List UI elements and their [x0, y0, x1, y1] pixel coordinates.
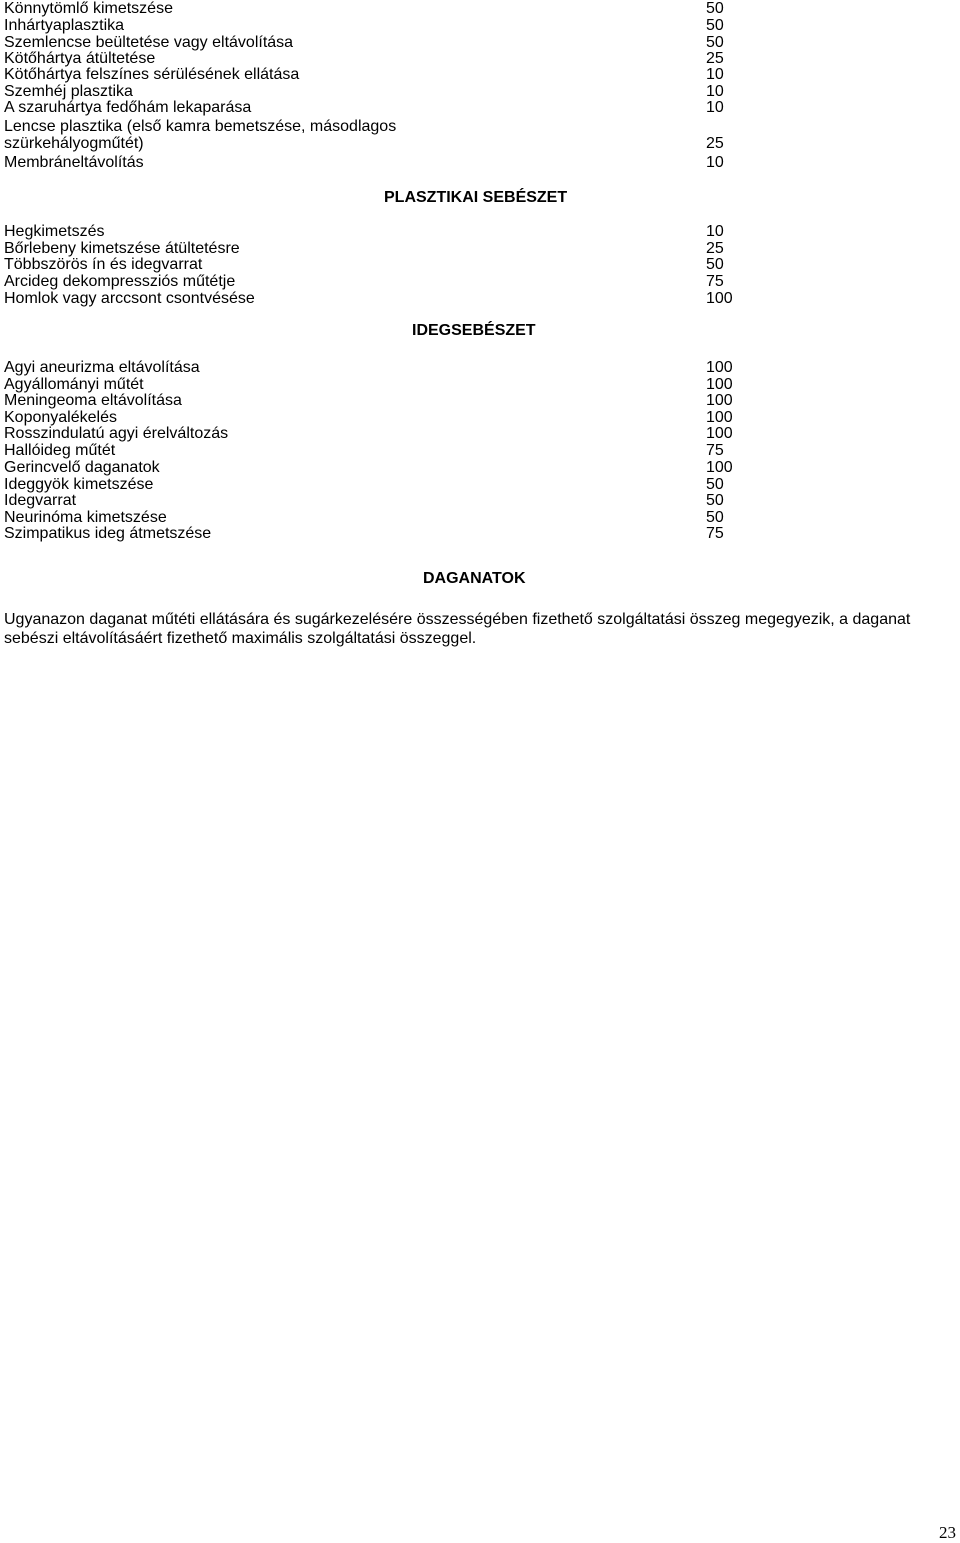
procedure-value: 25 [706, 50, 724, 67]
procedure-label: Homlok vagy arccsont csontvésése [4, 290, 255, 307]
list-item [4, 392, 744, 409]
list-item [4, 290, 744, 307]
list-item [4, 223, 744, 240]
procedure-label: Koponyalékelés [4, 409, 117, 426]
procedure-label: Szimpatikus ideg átmetszése [4, 525, 212, 542]
list-item [4, 525, 744, 542]
procedure-value: 100 [706, 425, 733, 442]
list-item [4, 256, 744, 273]
procedure-value: 10 [706, 99, 724, 116]
procedure-value: 75 [706, 442, 724, 459]
procedure-value: 50 [706, 476, 724, 493]
procedure-label: Gerincvelő daganatok [4, 459, 160, 476]
procedure-value: 50 [706, 17, 724, 34]
procedure-label: Agyi aneurizma eltávolítása [4, 359, 200, 376]
list-item [4, 442, 744, 459]
procedure-value: 25 [706, 135, 724, 152]
procedure-label: Hegkimetszés [4, 223, 105, 240]
procedure-value: 100 [706, 392, 733, 409]
section-heading-plastic-surgery: PLASZTIKAI SEBÉSZET [384, 189, 568, 206]
procedure-value: 100 [706, 459, 733, 476]
list-item [4, 240, 744, 257]
procedure-label: Neurinóma kimetszése [4, 509, 167, 526]
list-item [4, 273, 744, 290]
procedure-label: A szaruhártya fedőhám lekaparása [4, 99, 252, 116]
procedure-value: 100 [706, 290, 733, 307]
procedure-label: Szemhéj plasztika [4, 83, 133, 100]
procedure-label: Kötőhártya felszínes sérülésének ellátása [4, 66, 300, 83]
procedure-label: Arcideg dekompressziós műtétje [4, 273, 236, 290]
procedure-value: 50 [706, 256, 724, 273]
list-item [4, 359, 744, 376]
procedure-value: 50 [706, 0, 724, 17]
list-item [4, 492, 744, 509]
list-item [4, 376, 744, 393]
procedure-label: Ideggyök kimetszése [4, 476, 154, 493]
procedure-label: Többszörös ín és idegvarrat [4, 256, 203, 273]
procedure-value: 10 [706, 223, 724, 240]
list-item [4, 476, 744, 493]
procedure-label: Membráneltávolítás [4, 154, 144, 171]
procedure-label: Kötőhártya átültetése [4, 50, 156, 67]
procedure-value: 25 [706, 240, 724, 257]
procedure-label: Rosszindulatú agyi érelváltozás [4, 425, 229, 442]
list-item [4, 0, 744, 17]
list-item [4, 459, 744, 476]
procedure-value: 10 [706, 154, 724, 171]
list-item [4, 34, 744, 51]
list-item [4, 83, 744, 100]
procedure-value: 50 [706, 34, 724, 51]
procedure-value: 10 [706, 83, 724, 100]
list-item [4, 118, 744, 152]
list-item [4, 17, 744, 34]
list-item [4, 509, 744, 526]
procedure-label: Inhártyaplasztika [4, 17, 125, 34]
procedure-value: 100 [706, 359, 733, 376]
procedure-value: 50 [706, 492, 724, 509]
section-heading-neurosurgery: IDEGSEBÉSZET [412, 322, 536, 339]
list-item [4, 50, 744, 67]
procedure-label: Szemlencse beültetése vagy eltávolítása [4, 34, 294, 51]
list-item [4, 425, 744, 442]
list-item [4, 409, 744, 426]
procedure-label: Idegvarrat [4, 492, 77, 509]
procedure-value: 75 [706, 273, 724, 290]
procedure-value: 50 [706, 509, 724, 526]
procedure-value: 100 [706, 409, 733, 426]
procedure-value: 10 [706, 66, 724, 83]
procedure-label: Könnytömlő kimetszése [4, 0, 173, 17]
list-item [4, 66, 744, 83]
procedure-label: Meningeoma eltávolítása [4, 392, 182, 409]
section-heading-tumors: DAGANATOK [423, 570, 526, 587]
procedure-label: Hallóideg műtét [4, 442, 116, 459]
procedure-value: 75 [706, 525, 724, 542]
procedure-label: Lencse plasztika (első kamra bemetszése, másodlagos szürkehályogműtét) [4, 118, 397, 152]
procedure-value: 100 [706, 376, 733, 393]
list-item [4, 99, 744, 116]
procedure-label: Bőrlebeny kimetszése átültetésre [4, 240, 240, 257]
page-number: 23 [939, 1523, 956, 1542]
list-item [4, 154, 744, 171]
procedure-label: Agyállományi műtét [4, 376, 144, 393]
tumor-paragraph: Ugyanazon daganat műtéti ellátására és sugárkezelésére összességében fizethető szolgáltatási összeg megegyezik, a daganat sebészi eltávolításáért fizethető maximális szolgáltatási összeggel. [4, 611, 911, 647]
